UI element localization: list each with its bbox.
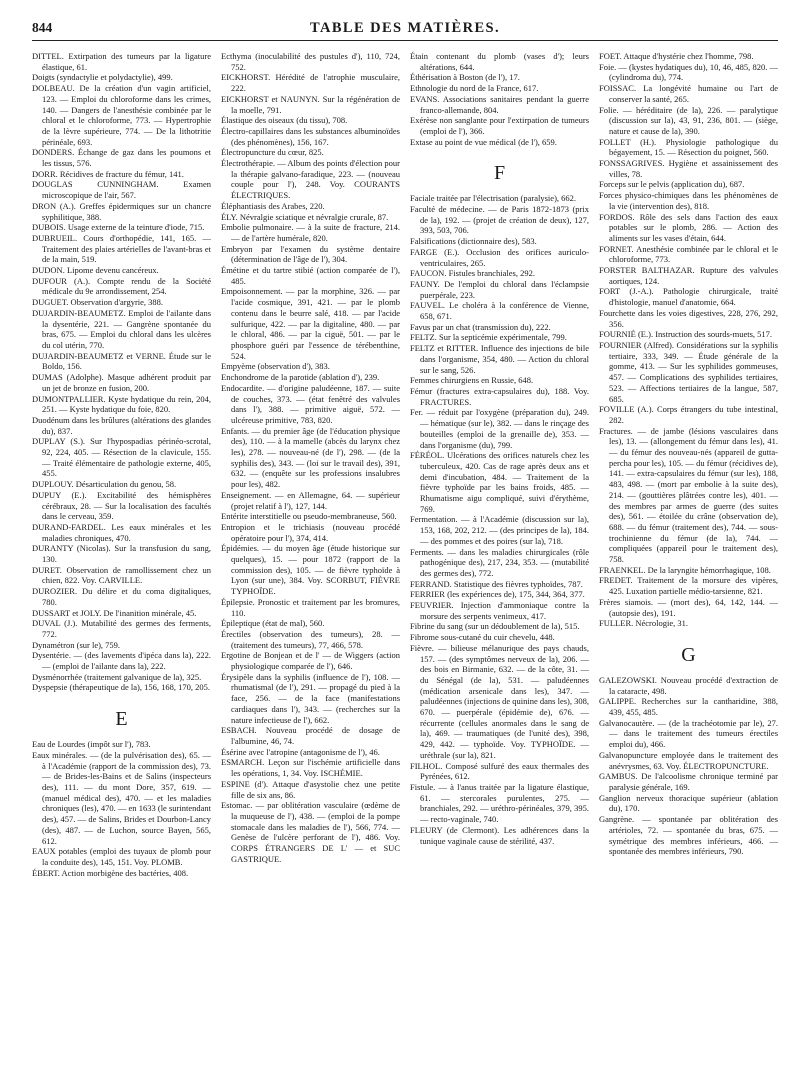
- index-entry: DUBOIS. Usage externe de la teinture d'iode, 715.: [32, 222, 205, 233]
- index-entry: Forces physico-chimiques dans les phénomènes de la vie (intervention des), 818.: [599, 190, 778, 211]
- index-entry: Empyème (observation d'), 383.: [221, 361, 330, 372]
- index-entry: DUVAL (J.). Mutabilité des germes des ferments, 772.: [32, 618, 211, 639]
- index-entry: Épidémies. — du moyen âge (étude historique sur quelques), 15. — pour 1872 (rapport de la commission des), 105. — de fièvre typhoïde à Lyon (sur une), 384. Voy. SCORBUT, FIÈVRE TYPHOÏDE.: [221, 543, 400, 597]
- index-entry: Fibrine du sang (sur un dédoublement de la), 515.: [410, 621, 580, 632]
- index-entry: FAUNY. De l'emploi du chloral dans l'éclampsie puerpérale, 223.: [410, 278, 589, 300]
- index-entry: Endocardite. — d'origine paludéenne, 187. — suite de couches, 373. — (état fenêtré des valvules dans l'), 388. — primitive aiguë, 572. — ulcéreuse primitive, 783, 820.: [221, 382, 400, 425]
- index-entry: Galvanopuncture employée dans le traitement des anévrysmes, 63. Voy. ÉLECTROPUNCTURE.: [599, 749, 778, 771]
- index-entry: DURET. Observation de ramollissement chez un chien, 822. Voy. CARVILLE.: [32, 564, 211, 586]
- index-entry: DURAND-FARDEL. Les eaux minérales et les maladies chroniques, 470.: [32, 521, 211, 543]
- index-entry: ESBACH. Nouveau procédé de dosage de l'albumine, 46, 74.: [221, 725, 400, 746]
- section-letter: G: [681, 643, 696, 666]
- index-entry: Enseignement. — en Allemagne, 64. — supérieur (projet relatif à l'), 127, 144.: [221, 489, 400, 511]
- index-entry: FARGE (E.). Occlusion des orifices auriculo-ventriculaires, 265.: [410, 246, 589, 268]
- page-number: 844: [32, 20, 53, 35]
- index-entry: Fistule. — à l'anus traitée par la ligature élastique, 61. — stercorales purulentes, 275. — branchiales, 292. — uréthro-périnéales, 379, 395. — recto-vaginale, 740.: [410, 782, 589, 825]
- index-entry: Dynamétron (sur le), 759.: [32, 639, 121, 650]
- index-entry: DITTEL. Extirpation des tumeurs par la ligature élastique, 61.: [32, 51, 211, 72]
- index-entry: Foie. — (kystes hydatiques du), 10, 46, 485, 820. — (cylindroma du), 774.: [599, 61, 778, 83]
- index-entry: DUDON. Lipome devenu cancéreux.: [32, 265, 159, 276]
- index-entry: Électrothérapie. — Album des points d'élection pour la thérapie galvano-faradique, 223. — (nouveau couple pour l'), 248. Voy. COURANTS ÉLECTRIQUES.: [221, 158, 400, 201]
- index-entry: Érectiles (observation des tumeurs), 28. — (traitement des tumeurs), 77, 466, 578.: [221, 628, 400, 650]
- index-entry: FELTZ et RITTER. Influence des injections de bile dans l'organisme, 354, 480. — Action du chloral sur le sang, 526.: [410, 343, 589, 375]
- index-entry: FOURNIÉ (E.). Instruction des sourds-muets, 517.: [599, 329, 773, 340]
- index-entry: Eau de Lourdes (impôt sur l'), 783.: [32, 739, 151, 750]
- index-entry: FONSSAGRIVES. Hygiène et assainissement des villes, 78.: [599, 158, 778, 179]
- index-entry: FORT (J.-A.). Pathologie chirurgicale, traité d'histologie, manuel d'anatomie, 664.: [599, 286, 778, 308]
- index-entry: Enfants. — du premier âge (de l'éducation physique des), 110. — à la mamelle (abcès du larynx chez les), 278. — nouveau-né (de l'), 298. — (de la syphilis des), 343. — (loi sur le travail des), 391, 632. — (enquête sur les professions insalubres pour les), 482.: [221, 425, 400, 490]
- index-entry: Faculté de médecine. — de Paris 1872-1873 (prix de la), 192. — (projet de création de deux), 127, 393, 503, 706.: [410, 204, 589, 236]
- index-entry: Forceps sur le pelvis (application du), 687.: [599, 179, 745, 190]
- index-entry: DONDERS. Échange de gaz dans les poumons et les tissus, 576.: [32, 147, 211, 169]
- index-entry: FRAENKEL. De la laryngite hémorrhagique, 108.: [599, 564, 771, 575]
- index-entry: DUBRUEIL. Cours d'orthopédie, 141, 165. — Traitement des plaies artérielles de l'avant-bras et de la main, 519.: [32, 232, 211, 265]
- index-entry: Extase au point de vue médical (de l'), 659.: [410, 136, 557, 147]
- index-entry: ÉLY. Névralgie sciatique et névralgie crurale, 87.: [221, 211, 389, 222]
- index-entry: Doigts (syndactylie et polydactylie), 499.: [32, 72, 173, 83]
- index-entry: FÉRÉOL. Ulcérations des orifices naturels chez les tuberculeux, 420. Cas de rage après deux ans et demi d'incubation, 484. — Traitement de la fièvre typhoïde par les bains froids, 485. — Rhumatisme aigu compliqué, suivi d'érythème, 769.: [410, 450, 589, 514]
- index-entry: FERRIER (les expériences de), 175, 344, 364, 377.: [410, 589, 585, 600]
- index-entry: Ésérine avec l'atropine (antagonisme de l'), 46.: [221, 746, 380, 757]
- index-entry: FOLLET (H.). Physiologie pathologique du bégayement, 15. — Résection du poignet, 560.: [599, 136, 778, 158]
- index-entry: DUSSART et JOLY. De l'inanition minérale, 45.: [32, 607, 197, 618]
- index-entry: Entropion et le trichiasis (nouveau procédé opératoire pour l'), 374, 414.: [221, 521, 400, 543]
- index-entry: Frères siamois. — (mort des), 64, 142, 144. — (autopsie des), 191.: [599, 596, 778, 618]
- index-entry: GAMBUS. De l'alcoolisme chronique terminé par paralysie générale, 169.: [599, 771, 778, 792]
- index-entry: DRON (A.). Greffes épidermiques sur un chancre syphilitique, 388.: [32, 200, 211, 222]
- index-entry: FILHOL. Composé sulfuré des eaux thermales des Pyrénées, 612.: [410, 760, 589, 782]
- index-entry: FULLER. Nécrologie, 31.: [599, 618, 688, 629]
- running-title: TABLE DES MATIÈRES.: [309, 19, 501, 36]
- page-header: [32, 16, 778, 41]
- index-entry: Électro-capillaires dans les substances albuminoïdes (des phénomènes), 156, 167.: [221, 125, 400, 147]
- section-letter: F: [493, 162, 506, 185]
- index-entry: GALEZOWSKI. Nouveau procédé d'extraction de la cataracte, 498.: [599, 674, 778, 696]
- index-entry: FORNET. Anesthésie combinée par le chloral et le chloroforme, 773.: [599, 243, 778, 265]
- index-entry: Eaux minérales. — (de la pulvérisation des), 65. — à l'Académie (rapport de la commission des), 73. — de Brides-les-Bains et de Salins (inspecteurs des), 111. — du mont Dore, 357, 619. — (manuel médical des), 470. — et les maladies chroniques (les), 470. — en 1633 (le surintendant des), 457. — de Salins, Brides et Dourbon-Lancy (des), 487. — de Luchon, source Bayen, 565, 612.: [32, 749, 211, 846]
- index-entry: FOET. Attaque d'hystérie chez l'homme, 798.: [599, 51, 754, 61]
- index-entry: Femmes chirurgiens en Russie, 648.: [410, 375, 534, 386]
- index-entry: GALIPPE. Recherches sur la cantharidine, 388, 439, 455, 485.: [599, 696, 778, 718]
- index-entry: Éléphantiasis des Arabes, 220.: [221, 200, 325, 211]
- index-entry: DUJARDIN-BEAUMETZ. Emploi de l'ailante dans la dysentérie, 221. — Gangrène spontanée du bras, 675. — Emploi du chloral dans les ulcères du col utérin, 770.: [32, 307, 211, 350]
- index-entry: FORSTER BALTHAZAR. Rupture des valvules aortiques, 124.: [599, 265, 778, 286]
- index-entry: Ganglion nerveux thoracique supérieur (ablation du), 170.: [599, 792, 778, 814]
- index-entry: FLEURY (de Clermont). Les adhérences dans la tunique vaginale cause de stérilité, 437.: [410, 824, 589, 846]
- index-column-1: [32, 51, 211, 1081]
- index-entry: Faciale traitée par l'électrisation (paralysie), 662.: [410, 193, 577, 204]
- index-entry: DUGUET. Observation d'argyrie, 388.: [32, 297, 164, 308]
- index-entry: DUMAS (Adolphe). Masque adhérent produit par un jet de bronze en fusion, 200.: [32, 372, 211, 393]
- index-entry: DOLBEAU. De la création d'un vagin artificiel, 123. — Emploi du chloroforme dans les crimes, 140. — Dangers de l'anesthésie combinée par le chloral et le chloroforme, 773. — Hypertrophie de la lèvre supérieure, 774. — De la lithotritie périnéale, 693.: [32, 83, 211, 147]
- index-entry: Ergotine de Bonjean et de l' — de Wiggers (action physiologique comparée de l'), 646.: [221, 650, 400, 672]
- index-entry: Éthérisation à Boston (de l'), 17.: [410, 72, 520, 83]
- index-entry: Falsifications (dictionnaire des), 583.: [410, 236, 537, 247]
- index-entry: Élastique des oiseaux (du tissu), 708.: [221, 115, 348, 126]
- index-column-3: [410, 51, 589, 1081]
- index-entry: Fractures. — de jambe (lésions vasculaires dans les), 13. — (allongement du fémur dans les), 41. — du fémur des nouveau-nés (appareil de gutta-percha pour les), 105. — du fémur (récidives de), 141. — extra-capsulaires du fémur (sur les), 188, 483, 498. — (mort par embolie à la suite des), 214. — (gouttières plâtrées contre les), 401. — des membres par armes de guerre (des suites des), 561. — étoilée du crâne (observation de), 688. — du fémur (traitement des), 744. — sous-trochinienne du fémur (de la), 744. — compliquées (appareil pour le traitement des), 758.: [599, 425, 778, 565]
- index-entry: Fibrome sous-cutané du cuir chevelu, 448.: [410, 632, 555, 643]
- index-entry: Fer. — réduit par l'oxygène (préparation du), 249. — hématique (sur le), 382. — dans le rinçage des bouteilles (emploi de la grenaille de), 353. — dans l'organisme (du), 799.: [410, 407, 589, 450]
- index-entry: Émétine et du tartre stibié (action comparée de l'), 485.: [221, 265, 400, 286]
- index-entry: DURANTY (Nicolas). Sur la transfusion du sang, 130.: [32, 543, 211, 565]
- index-entry: Folie. — héréditaire (de la), 226. — paralytique (discussion sur la), 43, 91, 236, 801. — (siège, nature et cause de la), 390.: [599, 104, 778, 136]
- index-entry: FOVILLE (A.). Corps étrangers du tube intestinal, 282.: [599, 404, 778, 425]
- index-entry: Ecthyma (inoculabilité des pustules d'), 110, 724, 752.: [221, 51, 400, 72]
- index-entry: Fourchette dans les voies digestives, 228, 276, 292, 356.: [599, 307, 778, 329]
- index-entry: Épilepsie. Pronostic et traitement par les bromures, 110.: [221, 596, 400, 618]
- index-entry: FEUVRIER. Injection d'ammoniaque contre la morsure des serpents venimeux, 417.: [410, 600, 589, 621]
- index-entry: Ferments. — dans les maladies chirurgicales (rôle pathogénique des), 217, 234, 353. — (mutabilité des germes des), 772.: [410, 546, 589, 578]
- index-column-2: [221, 51, 400, 1081]
- index-entry: Dysménorrhée (traitement galvanique de la), 325.: [32, 671, 202, 682]
- index-entry: EAUX potables (emploi des tuyaux de plomb pour la conduite des), 145, 151. Voy. PLOMB.: [32, 846, 211, 867]
- index-entry: FOURNIER (Alfred). Considérations sur la syphilis tertiaire, 333, 349. — Étude générale de la gomme, 413. — Sur les syphilides gommeuses, 457. — Complications des syphilides tertiaires, 523. — Affections tertiaires de la langue, 587, 685.: [599, 339, 778, 404]
- index-entry: EVANS. Associations sanitaires pendant la guerre franco-allemande, 804.: [410, 93, 589, 115]
- index-entry: Épileptique (état de mal), 560.: [221, 618, 325, 629]
- index-entry: EICKHORST. Hérédité de l'atrophie musculaire, 222.: [221, 72, 400, 94]
- index-columns: [32, 51, 778, 1081]
- index-entry: Électropuncture du cœur, 825.: [221, 147, 324, 158]
- index-entry: Ethnologie du nord de la France, 617.: [410, 83, 539, 94]
- index-entry: Enchondrome de la parotide (ablation d'), 239.: [221, 372, 380, 383]
- index-entry: DUFOUR (A.). Compte rendu de la Société médicale du 9e arrondissement, 254.: [32, 275, 211, 297]
- index-entry: Fémur (fractures extra-capsulaires du), 188. Voy. FRACTURES.: [410, 385, 589, 407]
- index-entry: Empoisonnement. — par la morphine, 326. — par l'acide cosmique, 391, 421. — par le plomb contenu dans le beurre salé, 418. — par l'acide sulfurique, 422. — par la digitaline, 480. — par le chloral, 486. — par la ciguë, 501. — par le phosphore guéri par l'essence de térébenthine, 524.: [221, 286, 400, 361]
- index-column-4: [599, 51, 778, 1081]
- index-entry: Exérèse non sanglante pour l'extirpation de tumeurs (emploi de l'), 366.: [410, 115, 589, 136]
- index-entry: Estomac. — par oblitération vasculaire (œdème de la muqueuse de l'), 438. — (emploi de la pompe stomacale dans les maladies de l'), 566, 774. — Genèse de l'ulcère perforant de l'), 486. Voy. CORPS ÉTRANGERS DE L' — et SUC GASTRIQUE.: [221, 800, 400, 864]
- index-entry: Galvanocautère. — (de la trachéotomie par le), 27. — dans le traitement des tumeurs érectiles emploi du), 466.: [599, 717, 778, 750]
- index-entry: FERRAND. Statistique des fièvres typhoïdes, 787.: [410, 578, 583, 589]
- index-entry: DUJARDIN-BEAUMETZ et VERNE. Étude sur le Boldo, 156.: [32, 350, 211, 372]
- index-entry: DOUGLAS CUNNINGHAM. Examen microscopique de l'air, 567.: [32, 179, 211, 201]
- index-entry: FOISSAC. La longévité humaine ou l'art de conserver la santé, 265.: [599, 83, 778, 104]
- index-entry: FREDET. Traitement de la morsure des vipères, 425. Luxation partielle médio-tarsienne, 821.: [599, 575, 778, 597]
- index-entry: Dyspepsie (thérapeutique de la), 156, 168, 170, 205.: [32, 682, 210, 693]
- index-entry: Entérite interstitielle ou pseudo-membraneuse, 560.: [221, 511, 397, 522]
- index-entry: ÉBERT. Action morbigène des bactéries, 408.: [32, 867, 189, 878]
- index-entry: DUMONTPALLIER. Kyste hydatique du rein, 204, 251. — Kyste hydatique du foie, 820.: [32, 393, 211, 415]
- index-entry: DUPLOUY. Désarticulation du genou, 58.: [32, 479, 177, 490]
- index-entry: FAUCON. Fistules branchiales, 292.: [410, 268, 535, 279]
- index-entry: FORDOS. Rôle des sels dans l'action des eaux potables sur le plomb, 286. — Action des aliments sur les vases d'étain, 644.: [599, 211, 778, 243]
- index-entry: Fermentation. — à l'Académie (discussion sur la), 153, 168, 202, 212. — (des principes de la), 184. — des pommes et des poires (sur la), 718.: [410, 514, 589, 546]
- index-entry: Gangrène. — spontanée par oblitération des artérioles, 72. — spontanée du bras, 675. — symétrique des membres inférieurs, 466. — spontanée des membres inférieurs, 790.: [599, 814, 778, 857]
- section-letter: E: [115, 708, 128, 731]
- index-entry: Fièvre. — bilieuse mélanurique des pays chauds, 157. — (des symptômes nerveux de la), 206. — des bois en Birmanie, 632. — de la côte, 31. — du Sénégal (de la), 531. — paludéennes (médication arsenicale dans les), 347. — paludéennes (injections de quinine dans les), 308, 670. — puerpérale (épidémie de), 676. — récurrente (cellules anormales dans le sang de la), 469. — traumatiques (de l'unité des), 398, 429, 442. — typhoïde. Voy. TYPHOÏDE. — uréthrale (sur la), 821.: [410, 642, 589, 760]
- index-entry: Érysipèle dans la syphilis (influence de l'), 108. — rhumatismal (de l'), 291. — propagé du pied à la face, 256. — de la face (manifestations cardiaques dans l'), 343. — (recherches sur la nature infectieuse de l'), 662.: [221, 671, 400, 725]
- index-entry: EICKHORST et NAUNYN. Sur la régénération de la moelle, 791.: [221, 93, 400, 115]
- index-entry: Duodénum dans les brûlures (altérations des glandes du), 837.: [32, 414, 211, 436]
- index-entry: FELTZ. Sur la septicémie expérimentale, 799.: [410, 332, 567, 343]
- index-entry: Favus par un chat (transmission du), 222.: [410, 321, 551, 332]
- index-entry: Dysentérie. — (des lavements d'ipéca dans la), 222. — (emploi de l'ailante dans la), 222.: [32, 650, 211, 672]
- index-entry: Étain contenant du plomb (vases d'); leurs altérations, 644.: [410, 51, 589, 72]
- index-entry: Embryon par l'examen du système dentaire (détermination de l'âge de l'), 304.: [221, 243, 400, 265]
- index-entry: FAUVEL. Le choléra à la conférence de Vienne, 658, 671.: [410, 300, 589, 322]
- index-entry: ESMARCH. Leçon sur l'ischémie artificielle dans les opérations, 1, 34. Voy. ISCHÉMIE.: [221, 757, 400, 779]
- index-entry: DUPLAY (S.). Sur l'hypospadias périnéo-scrotal, 92, 224, 405. — Résection de la clavicule, 155. — Traité élémentaire de pathologie externe, 405, 455.: [32, 436, 211, 479]
- index-entry: DUPUY (E.). Excitabilité des hémisphères cérébraux, 28. — Sur la localisation des facultés dans le cerveau, 359.: [32, 489, 211, 522]
- index-entry: ESPINE (d'). Attaque d'asystolie chez une petite fille de six ans, 86.: [221, 778, 400, 800]
- index-entry: DUROZIER. Du délire et du coma digitaliques, 780.: [32, 586, 211, 607]
- index-entry: Embolie pulmonaire. — à la suite de fracture, 214. — de l'artère humérale, 820.: [221, 222, 400, 243]
- index-entry: DORR. Récidives de fracture du fémur, 141.: [32, 168, 184, 179]
